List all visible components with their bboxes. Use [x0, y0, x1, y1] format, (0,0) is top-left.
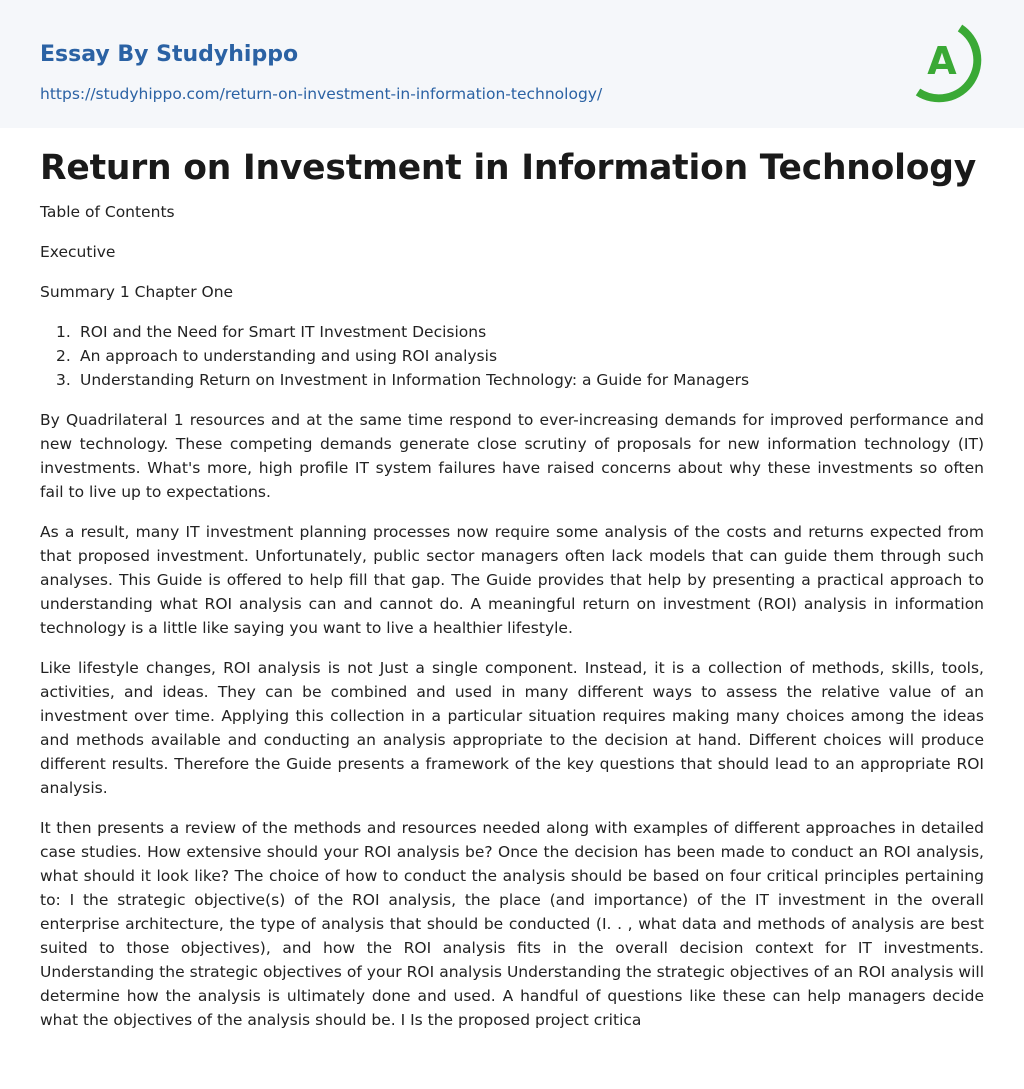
article-body — [40, 200, 984, 1048]
toc-list-item — [40, 344, 984, 368]
toc-item-number: 2. — [56, 347, 71, 365]
article-title: Return on Investment in Information Technology — [40, 148, 977, 188]
toc-list — [40, 320, 984, 392]
site-header — [0, 0, 1024, 128]
toc-line-executive: Executive — [40, 243, 116, 261]
toc-item-text: ROI and the Need for Smart IT Investment Decisions — [80, 323, 487, 341]
brand-title[interactable]: Essay By Studyhippo — [40, 42, 299, 67]
toc-item-text: An approach to understanding and using ROI analysis — [80, 347, 498, 365]
logo-letter: A — [927, 39, 957, 83]
toc-list-item — [40, 320, 984, 344]
toc-list-item — [40, 368, 984, 392]
paragraph: By Quadrilateral 1 resources and at the same time respond to ever-increasing demands for improved performance and new technology. These competing demands generate close scrutiny of proposals for new information technology (IT) investments. What's more, high profile IT system failures have raised concerns about why these investments so often fail to live up to expectations. — [40, 411, 984, 501]
toc-item-text: Understanding Return on Investment in Information Technology: a Guide for Managers — [80, 371, 750, 389]
studyhippo-logo-icon[interactable] — [900, 20, 984, 104]
paragraph: Like lifestyle changes, ROI analysis is not Just a single component. Instead, it is a collection of methods, skills, tools, activities, and ideas. They can be combined and used in many different ways to assess the relative value of an investment over time. Applying this collection in a particular situation requires making many choices among the ideas and methods available and conducting an analysis appropriate to the decision at hand. Different choices will produce different results. Therefore the Guide presents a framework of the key questions that should lead to an appropriate ROI analysis. — [40, 659, 984, 797]
page-url-link[interactable]: https://studyhippo.com/return-on-investment-in-information-technology/ — [40, 85, 603, 103]
toc-item-number: 1. — [56, 323, 71, 341]
toc-item-number: 3. — [56, 371, 71, 389]
toc-label: Table of Contents — [40, 203, 175, 221]
toc-line-summary: Summary 1 Chapter One — [40, 283, 234, 301]
paragraph: As a result, many IT investment planning processes now require some analysis of the costs and returns expected from that proposed investment. Unfortunately, public sector managers often lack models that can guide them through such analyses. This Guide is offered to help fill that gap. The Guide provides that help by presenting a practical approach to understanding what ROI analysis can and cannot do. A meaningful return on investment (ROI) analysis in information technology is a little like saying you want to live a healthier lifestyle. — [40, 523, 984, 637]
paragraph: It then presents a review of the methods and resources needed along with examples of different approaches in detailed case studies. How extensive should your ROI analysis be? Once the decision has been made to conduct an ROI analysis, what should it look like? The choice of how to conduct the analysis should be based on four critical principles pertaining to: I the strategic objective(s) of the ROI analysis, the place (and importance) of the IT investment in the overall enterprise architecture, the type of analysis that should be conducted (I. . , what data and methods of analysis are best suited to those objectives), and how the ROI analysis fits in the overall decision context for IT investments. Understanding the strategic objectives of your ROI analysis Understanding the strategic objectives of an ROI analysis will determine how the analysis is ultimately done and used. A handful of questions like these can help managers decide what the objectives of the analysis should be. I Is the proposed project critica — [40, 819, 984, 1029]
